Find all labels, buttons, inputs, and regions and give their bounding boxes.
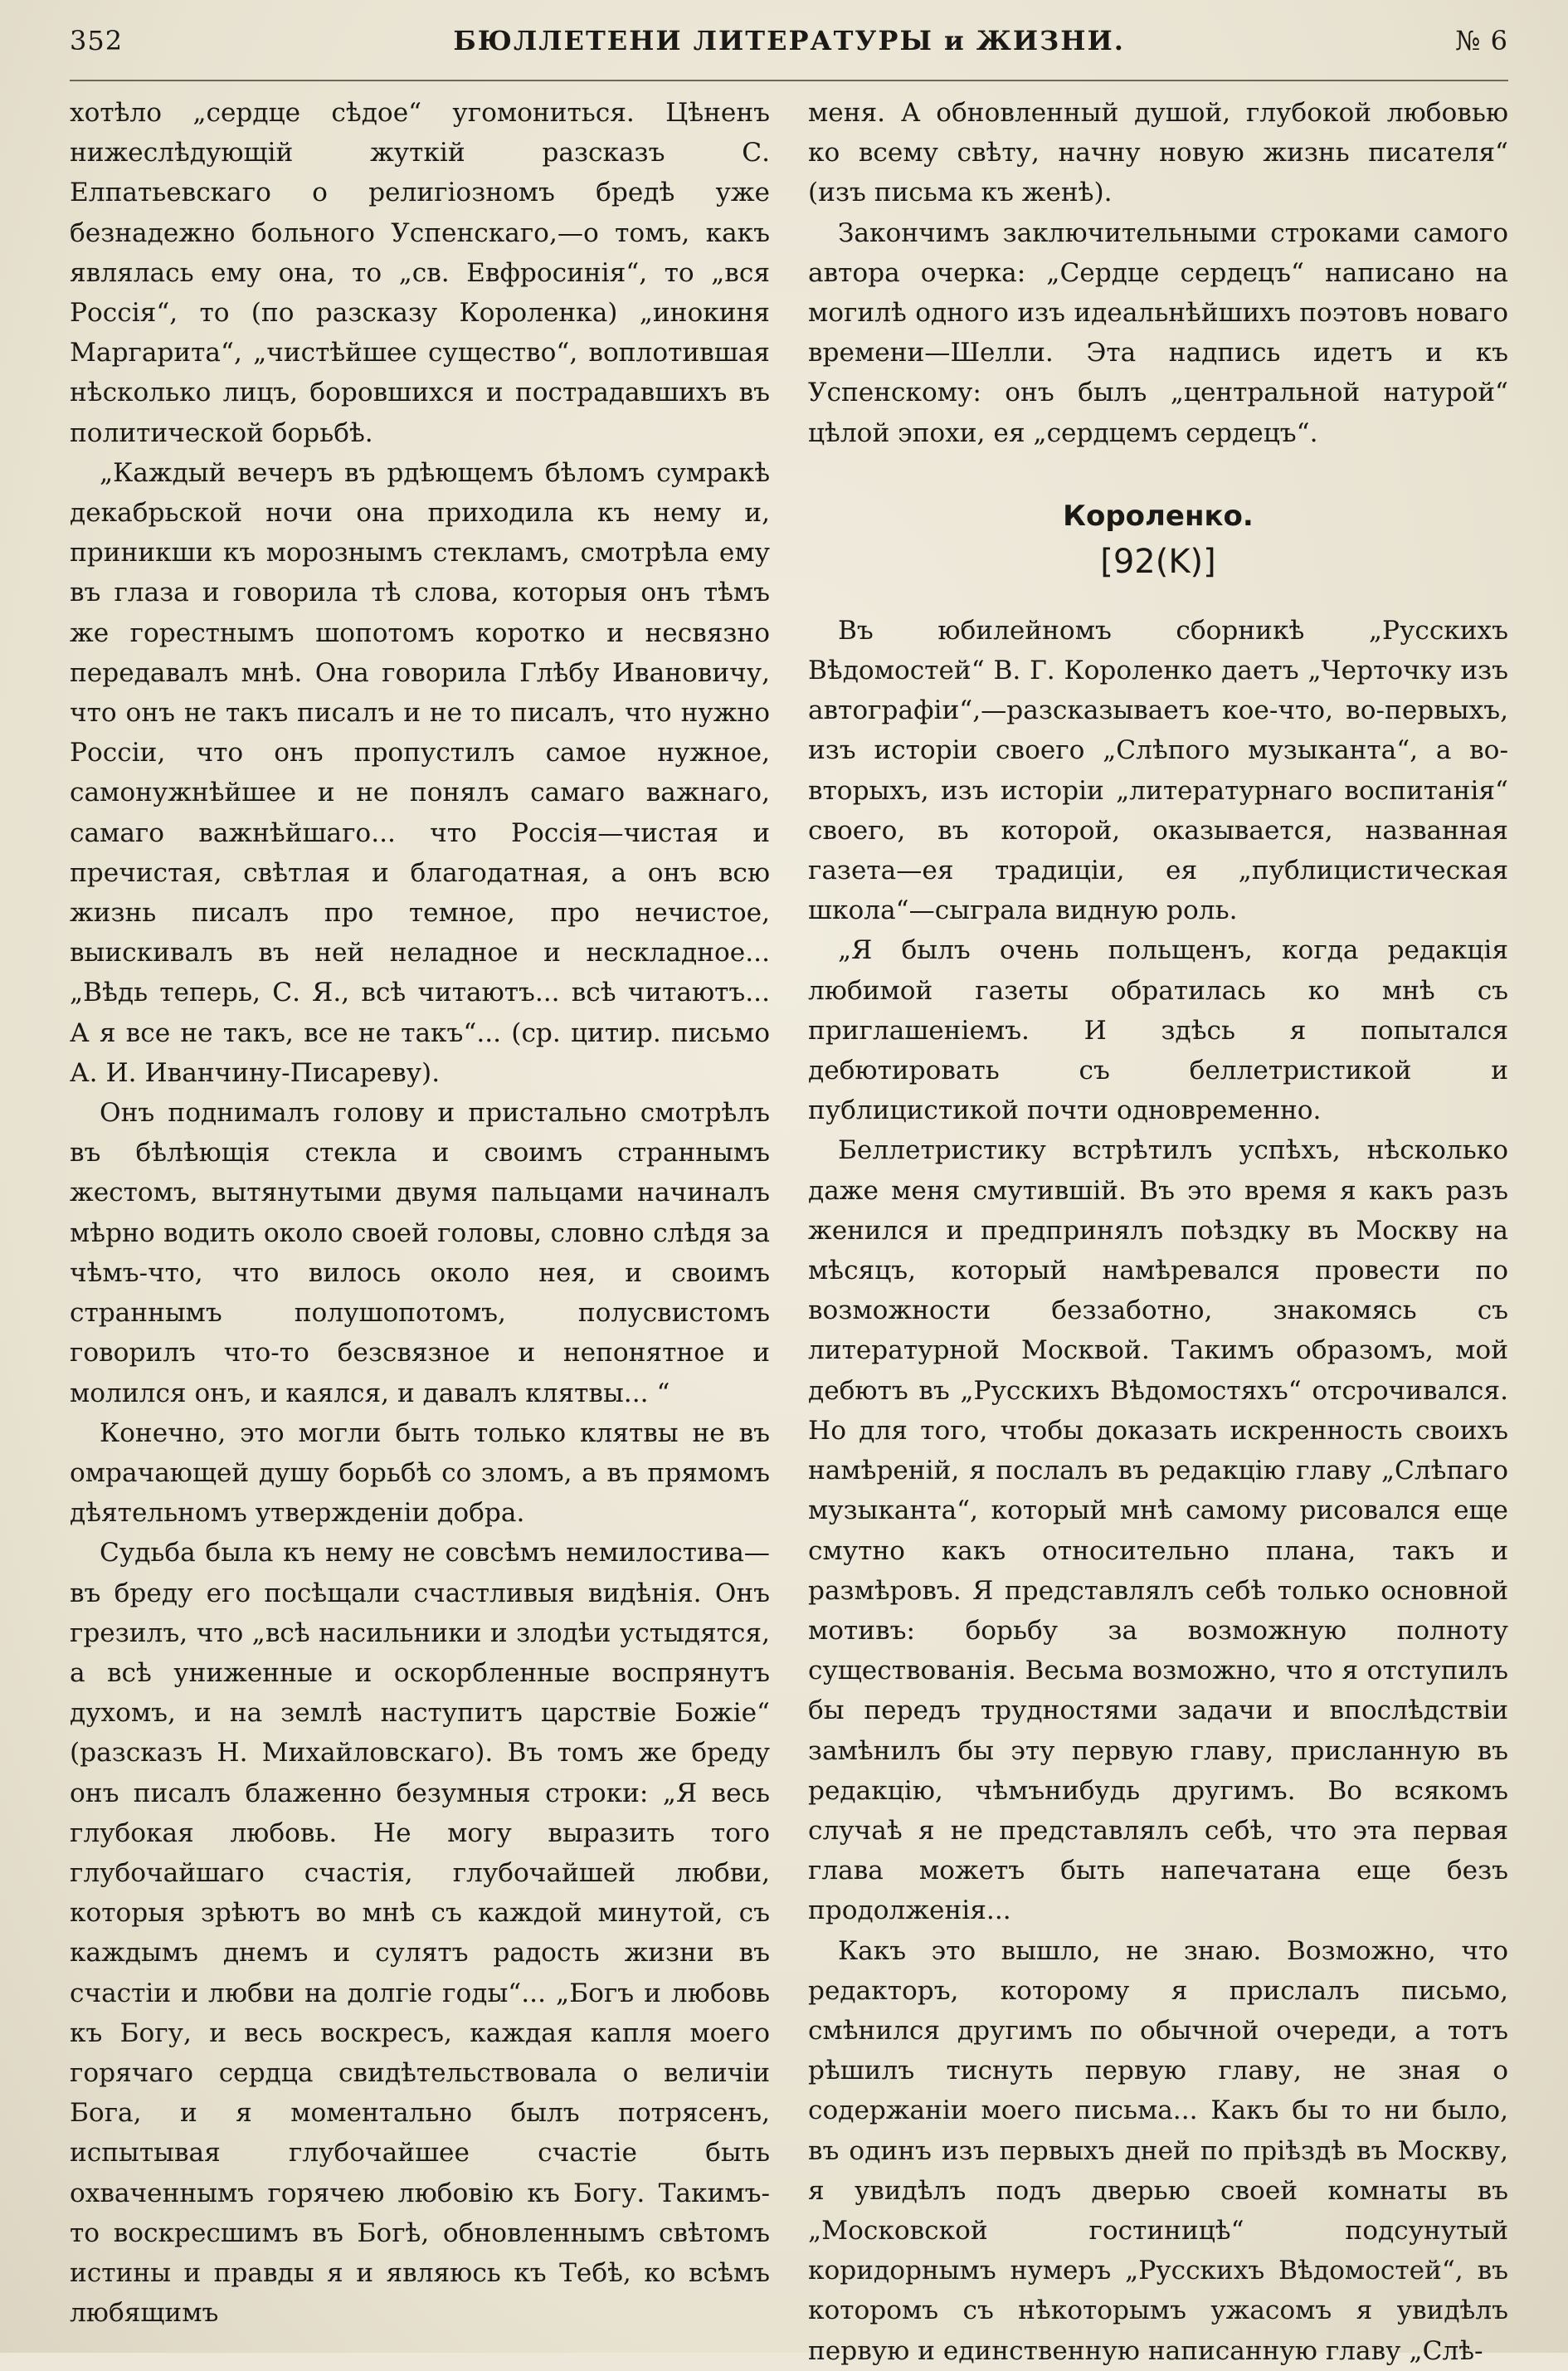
paragraph: Онъ поднималъ голову и пристально смотрѣлъ въ бѣлѣющія стекла и своимъ страннымъ жестомъ, вытянутыми двумя пальцами начиналъ мѣрно водить около своей головы, словно слѣдя за чѣмъ-что, что вилось около нея, и своимъ страннымъ полушопотомъ, полусвистомъ говорилъ что-то безсвязное и непонятное и молился онъ, и каялся, и давалъ клятвы... “ <box>70 1098 770 1408</box>
left-column <box>70 93 770 2371</box>
journal-title: БЮЛЛЕТЕНИ ЛИТЕРАТУРЫ и ЖИЗНИ. <box>453 25 1125 56</box>
paragraph: Закончимъ заключительными строками самого автора очерка: „Сердце сердецъ“ написано на могилѣ одного изъ идеальнѣйшихъ поэтовъ новаго времени—Шелли. Эта надпись идетъ и къ Успенскому: онъ былъ „центральной натурой“ цѣлой эпохи, ея „сердцемъ сердецъ“. <box>808 217 1508 448</box>
running-head <box>70 25 1508 81</box>
paragraph: Беллетристику встрѣтилъ успѣхъ, нѣсколько даже меня смутившій. Въ это время я какъ разъ женился и предпринялъ поѣздку въ Москву на мѣсяцъ, который намѣревался провести по возможности беззаботно, знакомясь съ литературной Москвой. Такимъ образомъ, мой дебютъ въ „Русскихъ Вѣдомостяхъ“ отсрочивался. Но для того, чтобы доказать искренность своихъ намѣреній, я послалъ въ редакцію главу „Слѣпаго музыканта“, который мнѣ самому рисовался еще смутно какъ относительно плана, такъ и размѣровъ. Я представлялъ себѣ только основной мотивъ: борьбу за возможную полноту существованія. Весьма возможно, что я отступилъ бы передъ трудностями задачи и впослѣдствіи замѣнилъ бы эту первую главу, присланную въ редакцію, чѣмънибудь другимъ. Во всякомъ случаѣ я не представлялъ себѣ, что эта первая глава можетъ быть напечатана еще безъ продолженія... <box>808 1135 1508 1926</box>
paragraph: Въ юбилейномъ сборникѣ „Русскихъ Вѣдомостей“ В. Г. Короленко даетъ „Черточку изъ автографіи“,—разсказываетъ кое-что, во-первыхъ, изъ исторіи своего „Слѣпого музыканта“, а во-вторыхъ, изъ исторіи „литературнаго воспитанія“ своего, въ которой, оказывается, названная газета—ея традиціи, ея „публицистическая школа“—сыграла видную роль. <box>808 615 1508 926</box>
right-column <box>808 93 1508 2371</box>
paragraph: хотѣло „сердце сѣдое“ угомониться. Цѣненъ нижеслѣдующій жуткій разсказъ С. Елпатьевскаго о религіозномъ бредѣ уже безнадежно больного Успенскаго,—о томъ, какъ являлась ему она, то „св. Евфросинія“, то „вся Россія“, то (по разсказу Короленка) „инокиня Маргарита“, „чистѣйшее существо“, воплотившая нѣсколько лицъ, боровшихся и пострадавшихъ въ политической борьбѣ. <box>70 98 770 448</box>
section-code: [92(K)] <box>1100 542 1216 581</box>
section-title: Короленко. <box>1063 499 1254 533</box>
paragraph: „Я былъ очень польщенъ, когда редакція любимой газеты обратилась ко мнѣ съ приглашеніемъ. И здѣсь я попытался дебютировать съ беллетристикой и публицистикой почти одновременно. <box>808 935 1508 1126</box>
paragraph: Конечно, это могли быть только клятвы не въ омрачающей душу борьбѣ со зломъ, а въ прямомъ дѣятельномъ утвержденіи добра. <box>70 1417 770 1529</box>
paragraph: Судьба была къ нему не совсѣмъ немилостива—въ бреду его посѣщали счастливыя видѣнія. Онъ грезилъ, что „всѣ насильники и злодѣи устыдятся, а всѣ униженные и оскорбленные воспрянутъ духомъ, и на землѣ наступитъ царствіе Божіе“ (разсказъ Н. Михайловскаго). Въ томъ же бреду онъ писалъ блаженно безумныя строки: „Я весь глубокая любовь. Не могу выразить того глубочайшаго счастія, глубочайшей любви, которыя зрѣютъ во мнѣ съ каждой минутой, съ каждымъ днемъ и сулятъ радость жизни въ счастіи и любви на долгіе годы“... „Богъ и любовь къ Богу, и весь воскресъ, каждая капля моего горячаго сердца свидѣтельствовала о величіи Бога, и я моментально былъ потрясенъ, испытывая глубочайшее счастіе быть охваченнымъ горячею любовію къ Богу. Такимъ-то воскресшимъ въ Богѣ, обновленнымъ свѣтомъ истины и правды я и являюсь къ Тебѣ, ко всѣмъ любящимъ <box>70 1538 770 2329</box>
page-number: 352 <box>70 25 124 56</box>
paragraph: меня. А обновленный душой, глубокой любовью ко всему свѣту, начну новую жизнь писателя“ (изъ письма къ женѣ). <box>808 98 1508 208</box>
paragraph: „Каждый вечеръ въ рдѣющемъ бѣломъ сумракѣ декабрьской ночи она приходила къ нему и, приникши къ морознымъ стекламъ, смотрѣла ему въ глаза и говорила тѣ слова, которыя онъ тѣмъ же горестнымъ шопотомъ коротко и несвязно передавалъ мнѣ. Она говорила Глѣбу Ивановичу, что онъ не такъ писалъ и не то писалъ, что нужно Россіи, что онъ пропустилъ самое нужное, самонужнѣйшее и не понялъ самаго важнаго, самаго важнѣйшаго... что Россія—чистая и пречистая, свѣтлая и благодатная, а онъ всю жизнь писалъ про темное, про нечистое, выискивалъ въ ней неладное и нескладное... „Вѣдь теперь, С. Я., всѣ читаютъ... всѣ читаютъ... А я все не такъ, все не такъ“... (ср. цитир. письмо А. И. Иванчину-Писареву). <box>70 457 770 1088</box>
issue-number: № 6 <box>1455 25 1508 56</box>
section-heading <box>808 496 1508 588</box>
paragraph: Какъ это вышло, не знаю. Возможно, что редакторъ, которому я прислалъ письмо, смѣнился другимъ по обычной очереди, а тотъ рѣшилъ тиснуть первую главу, не зная о содержаніи моего письма... Какъ бы то ни было, въ одинъ изъ первыхъ дней по пріѣздѣ въ Москву, я увидѣлъ подъ дверью своей комнаты въ „Московской гостиницѣ“ подсунутый коридорнымъ нумеръ „Русскихъ Вѣдомостей“, въ которомъ съ нѣкоторымъ ужасомъ я увидѣлъ первую и единственную написанную главу „Слѣ- <box>808 1935 1508 2366</box>
text-columns <box>70 93 1508 2371</box>
